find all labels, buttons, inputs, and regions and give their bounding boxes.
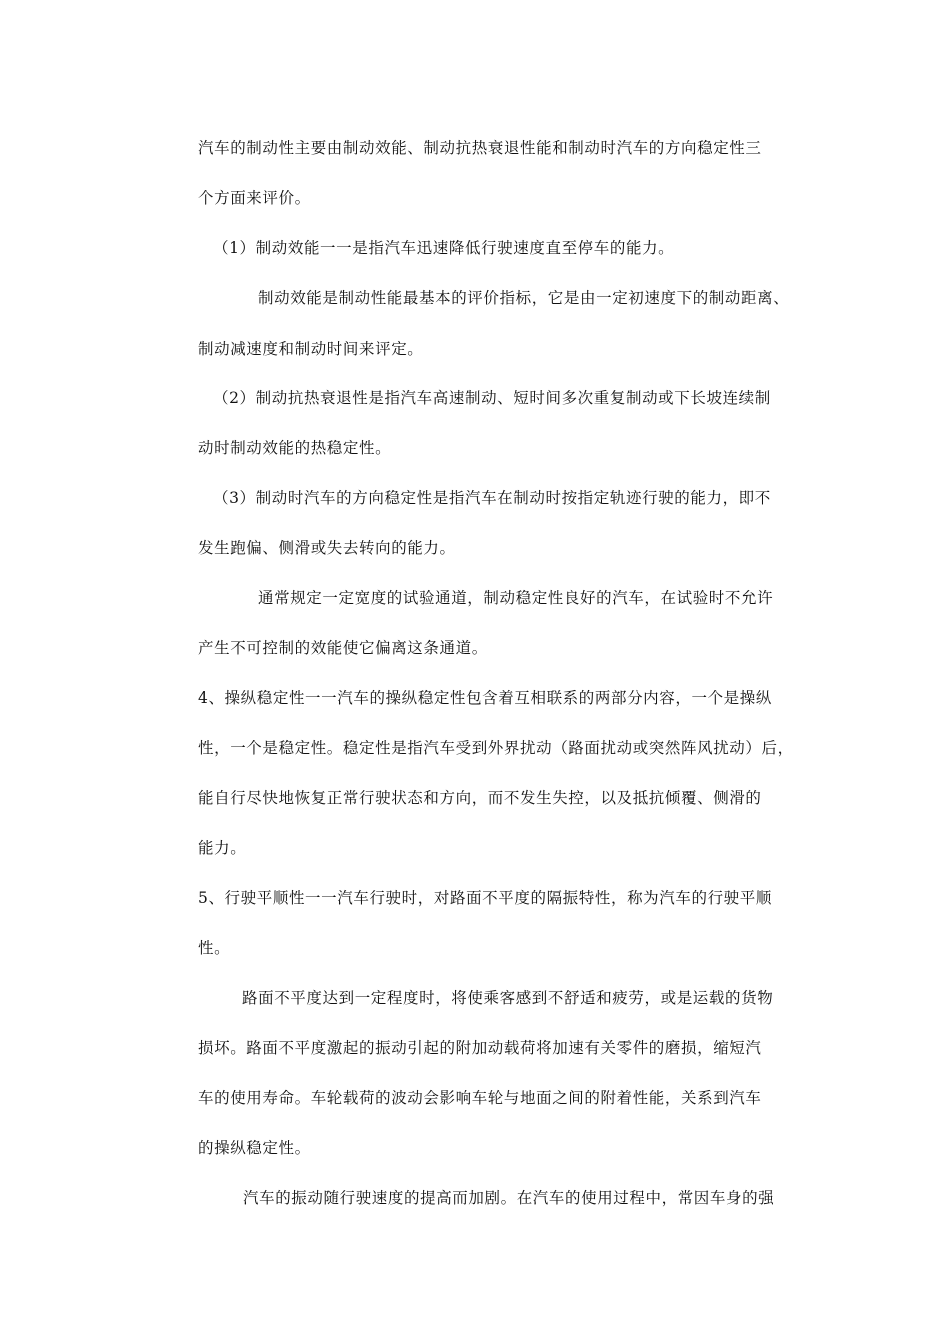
text-line: 汽车的振动随行驶速度的提高而加剧。在汽车的使用过程中，常因车身的强 (243, 1189, 775, 1207)
text-line: 的操纵稳定性。 (198, 1139, 311, 1157)
text-line: （1）制动效能一一是指汽车迅速降低行驶速度直至停车的能力。 (213, 239, 675, 257)
text-line: 汽车的制动性主要由制动效能、制动抗热衰退性能和制动时汽车的方向稳定性三 (198, 139, 762, 157)
text-line: 产生不可控制的效能使它偏离这条通道。 (198, 639, 488, 657)
text-line: 能力。 (198, 839, 247, 857)
text-line: 制动减速度和制动时间来评定。 (198, 340, 424, 358)
text-line: （3）制动时汽车的方向稳定性是指汽车在制动时按指定轨迹行驶的能力，即不 (213, 489, 771, 507)
text-line: （2）制动抗热衰退性是指汽车高速制动、短时间多次重复制动或下长坡连续制 (213, 389, 771, 407)
text-line: 制动效能是制动性能最基本的评价指标，它是由一定初速度下的制动距离、 (258, 289, 790, 307)
text-line: 能自行尽快地恢复正常行驶状态和方向，而不发生失控，以及抵抗倾覆、侧滑的 (198, 789, 762, 807)
text-line: 5、行驶平顺性一一汽车行驶时，对路面不平度的隔振特性，称为汽车的行驶平顺 (198, 889, 772, 907)
text-line: 动时制动效能的热稳定性。 (198, 439, 392, 457)
text-line: 性。 (198, 939, 231, 957)
text-line: 4、操纵稳定性一一汽车的操纵稳定性包含着互相联系的两部分内容，一个是操纵 (198, 689, 772, 707)
text-line: 通常规定一定宽度的试验通道，制动稳定性良好的汽车，在试验时不允许 (258, 589, 774, 607)
text-line: 性，一个是稳定性。稳定性是指汽车受到外界扰动（路面扰动或突然阵风扰动）后， (198, 739, 794, 757)
text-line: 路面不平度达到一定程度时，将使乘客感到不舒适和疲劳，或是运载的货物 (242, 989, 774, 1007)
text-line: 车的使用寿命。车轮载荷的波动会影响车轮与地面之间的附着性能，关系到汽车 (198, 1089, 762, 1107)
text-line: 损坏。路面不平度激起的振动引起的附加动载荷将加速有关零件的磨损，缩短汽 (198, 1039, 762, 1057)
text-line: 发生跑偏、侧滑或失去转向的能力。 (198, 539, 456, 557)
text-line: 个方面来评价。 (198, 189, 311, 207)
